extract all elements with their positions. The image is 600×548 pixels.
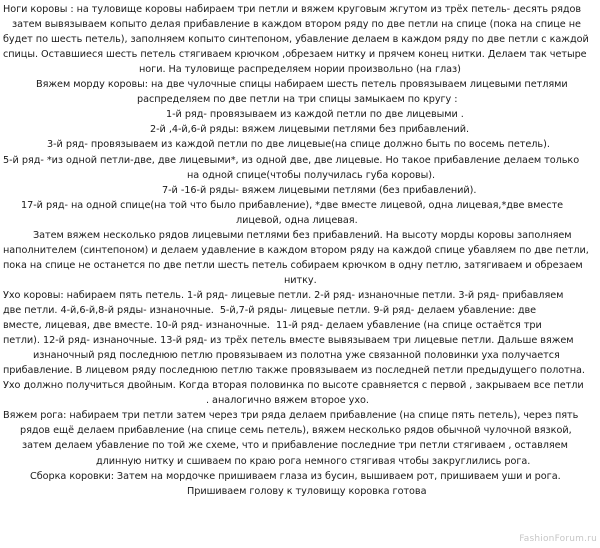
text-line: распределяем по две петли на три спицы замыкаем по кругу : — [137, 94, 458, 106]
text-line: Вяжем морду коровы: на две чулочные спицы набираем шесть петель провязываем лицевыми петлями — [36, 79, 568, 91]
text-line: Затем вяжем несколько рядов лицевыми петлями без прибавлений. На высоту морды коровы заполняем — [33, 229, 572, 241]
text-line: Вяжем рога: набираем три петли затем через три ряда делаем прибавление (на спице пять петель), через пять — [3, 410, 579, 422]
text-line: затем вывязываем копыто делая прибавление в каждом втором ряду по две петли на спице (пока на спице не — [12, 19, 581, 31]
site-watermark: FashionForum.ru — [519, 533, 597, 544]
text-line: пока на спице не останется по две петли шесть петель собираем крючком в одну петлю, затягиваем и обрезаем — [3, 259, 583, 271]
text-line: ноги. На туловище распределяем нории произвольно (на глаз) — [139, 64, 461, 76]
text-line: будет по шесть петель), заполняем копыто синтепоном, убавление делаем в каждом ряду по две петли с каждой — [3, 34, 589, 46]
text-line: Сборка коровки: Затем на мордочке пришиваем глаза из бусин, вышиваем рот, пришиваем уши и рога. — [30, 470, 561, 482]
text-line: изнаночный ряд последнюю петлю провязываем из полотна уже связанной половинки уха получается — [33, 350, 560, 362]
text-line: 7-й -16-й ряды- вяжем лицевыми петлями (без прибавлений). — [162, 184, 477, 196]
text-line: лицевой, одна лицевая. — [236, 214, 358, 226]
text-line: Пришиваем голову к туловищу коровка готова — [187, 485, 427, 497]
text-line: 17-й ряд- на одной спице(на той что было прибавление), *две вместе лицевой, одна лицевая,*две вместе — [21, 199, 564, 211]
text-line: Ухо должно получиться двойным. Когда вторая половинка по высоте сравняется с первой , закрываем все петли — [3, 380, 584, 392]
text-line: 1-й ряд- провязываем из каждой петли по две лицевыми . — [166, 109, 464, 121]
text-line: петли). 12-й ряд- изнаночные. 13-й ряд- из трёх петель вместе вывязываем три лицевые петли. Дальше вяжем — [3, 335, 574, 347]
text-line: на одной спице(чтобы получилась губа коровы). — [187, 169, 435, 181]
text-line: две петли. 4-й,6-й,8-й ряды- изнаночные. 5-й,7-й ряды- лицевые петли. 9-й ряд- делаем убавление: две — [3, 305, 537, 316]
text-line: . аналогично вяжем второе ухо. — [206, 395, 369, 407]
text-line: 5-й ряд- *из одной петли-две, две лицевыми*, из одной две, две лицевые. Но такое прибавление делаем только — [3, 154, 580, 166]
text-line: нитку. — [284, 274, 317, 286]
text-line: 2-й ,4-й,6-й ряды: вяжем лицевыми петлями без прибавлений. — [150, 124, 470, 136]
text-line: затем делаем убавление по той же схеме, что и прибавление последние три петли стягиваем , оставляем — [22, 440, 568, 452]
text-line: вместе, лицевая, две вместе. 10-й ряд- изнаночные. 11-й ряд- делаем убавление (на спице остаётся три — [3, 320, 542, 332]
text-line: прибавление. В лицевом ряду последнюю петлю также провязываем из последней петли предыдущего полотна. — [3, 365, 585, 377]
text-line: спицы. Оставшиеся шесть петель стягиваем крючком ,обрезаем нитку и прячем конец нитки. Делаем так четыре — [3, 49, 587, 61]
text-line: Ноги коровы : на туловище коровы набираем три петли и вяжем круговым жгутом из трёх петель- десять рядов — [3, 4, 582, 15]
text-line: длинную нитку и сшиваем по краю рога немного стягивая чтобы закруглились рога. — [96, 455, 531, 467]
text-line: рядов ещё делаем прибавление (на спице семь петель), вяжем несколько рядов обычной чулочной вязкой, — [20, 425, 572, 437]
text-line: Ухо коровы: набираем пять петель. 1-й ряд- лицевые петли. 2-й ряд- изнаночные петли. 3-й ряд- прибавляем — [3, 289, 564, 301]
text-line: 3-й ряд- провязываем из каждой петли по две лицевые(на спице должно быть по восемь петель). — [47, 139, 550, 151]
text-line: наполнителем (синтепоном) и делаем удавление в каждом втором ряду на каждой спице убавляем по две петли, — [3, 244, 589, 256]
